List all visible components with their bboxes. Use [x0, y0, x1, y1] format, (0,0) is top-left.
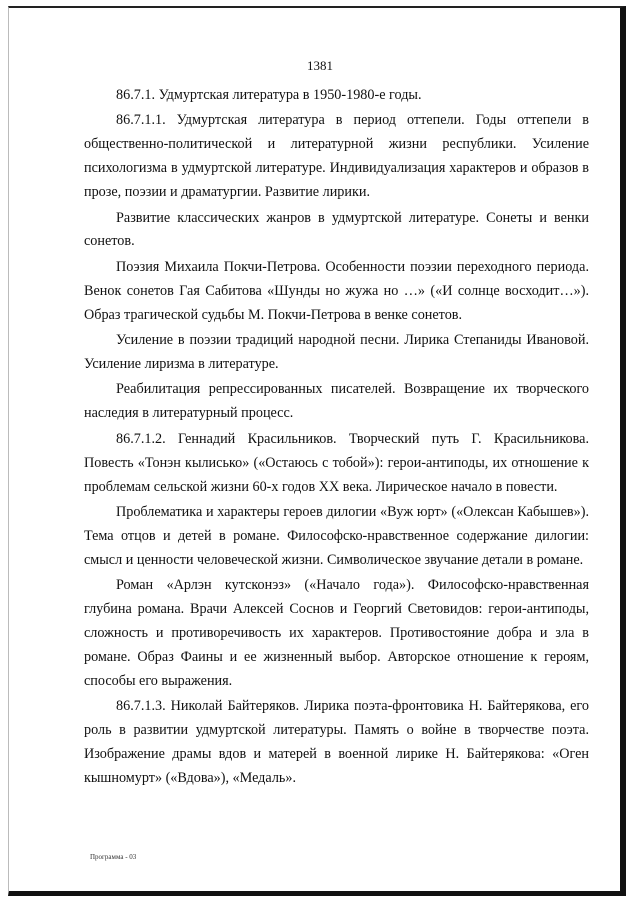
footer-label: Программа - 03	[90, 853, 137, 861]
paragraph-sonnets: Развитие классических жанров в удмуртской литературе. Сонеты и венки сонетов.	[84, 209, 589, 250]
paragraph-pokchi-petrov: Поэзия Михаила Покчи-Петрова. Особенности поэзии переходного периода. Венок сонетов Гая Сабитова «Шунды но жужа но …» («И солнце восходит…»). Образ трагической судьбы М. Покчи-Петрова в венке сонетов.	[84, 258, 589, 323]
paragraph-novel: Роман «Арлэн кутсконэз» («Начало года»). Философско-нравственная глубина романа. Врачи Алексей Соснов и Георгий Световидов: герои-антиподы, сложность и противоречивость их характеров. Противостояние добра и зла в романе. Образ Фаины и ее жизненный выбор. Авторское отношение к героям, способы его выражения.	[84, 577, 589, 689]
page-number: 1381	[307, 58, 333, 73]
paragraph-dilogy: Проблематика и характеры героев дилогии «Вуж юрт» («Олексан Кабышев»). Тема отцов и детей в романе. Философско-нравственное содержание дилогии: смысл и ценности человеческой жизни. Символическое звучание детали в романе.	[84, 503, 589, 568]
heading-86-7-1: 86.7.1. Удмуртская литература в 1950-1980-е годы.	[116, 87, 422, 103]
paragraph-86-7-1-2: 86.7.1.2. Геннадий Красильников. Творческий путь Г. Красильникова. Повесть «Тонэн кылисько» («Остаюсь с тобой»): герои-антиподы, их отношение к проблемам сельской жизни 60-х годов XX века. Лирическое начало в повести.	[84, 430, 589, 495]
paragraph-86-7-1-3: 86.7.1.3. Николай Байтеряков. Лирика поэта-фронтовика Н. Байтерякова, его роль в развитии удмуртской литературы. Память о войне в творчестве поэта. Изображение драмы вдов и матерей в военной лирике Н. Байтерякова: «Оген кышномурт» («Вдова»), «Медаль».	[84, 698, 589, 786]
document-body	[84, 84, 589, 792]
paragraph-rehabilitation: Реабилитация репрессированных писателей. Возвращение их творческого наследия в литературный процесс.	[84, 381, 589, 422]
paragraph-folk-song: Усиление в поэзии традиций народной песни. Лирика Степаниды Ивановой. Усиление лиризма в литературе.	[84, 332, 589, 372]
paragraph-86-7-1-1: 86.7.1.1. Удмуртская литература в период оттепели. Годы оттепели в общественно-политической и литературной жизни республики. Усиление психологизма в удмуртской литературе. Индивидуализация характеров и образов в прозе, поэзии и драматургии. Развитие лирики.	[84, 112, 589, 201]
